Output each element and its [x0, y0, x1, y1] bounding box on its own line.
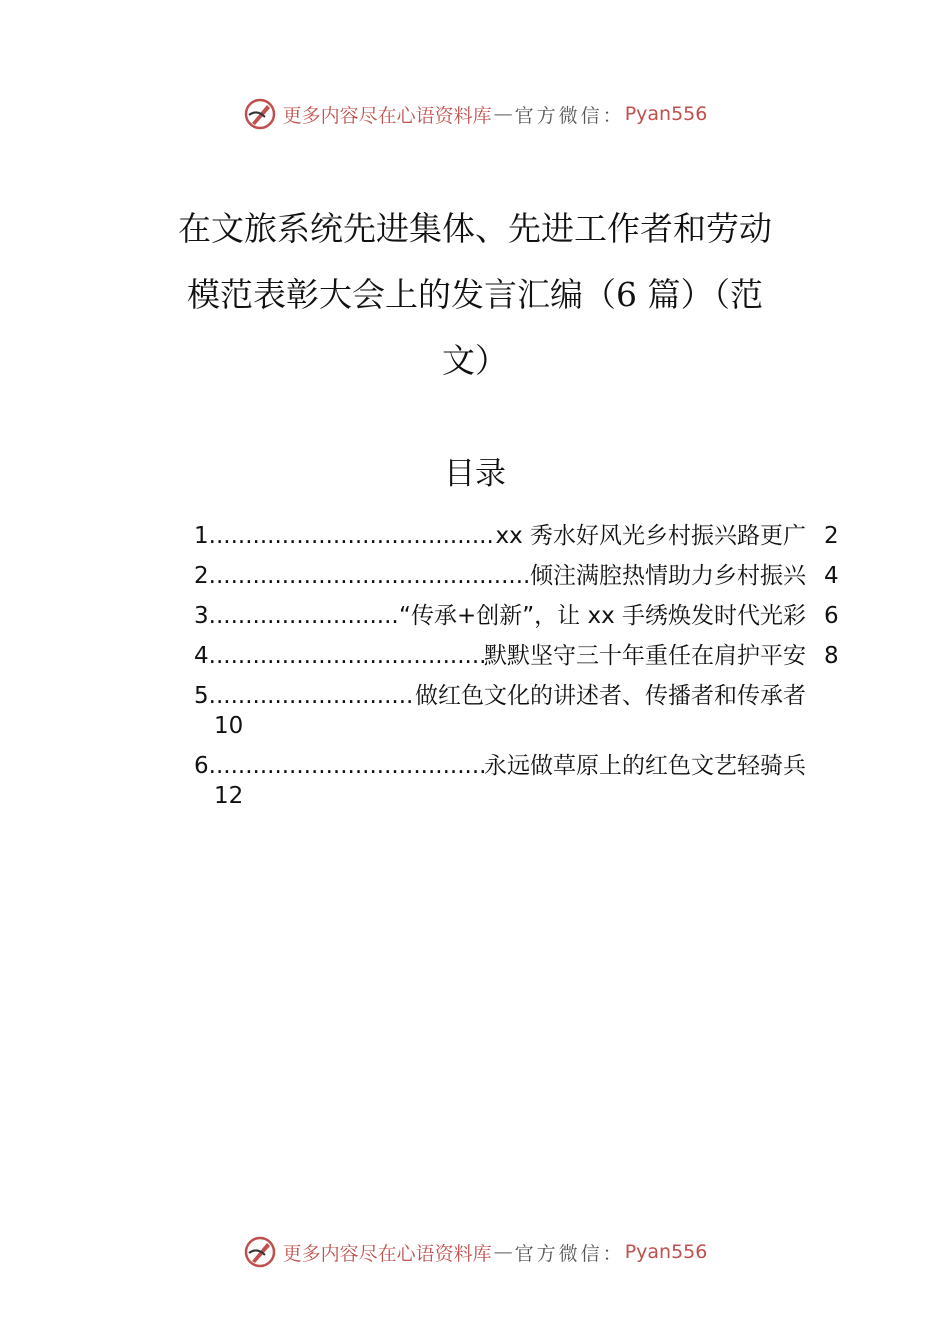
- pen-logo-icon: [243, 97, 277, 131]
- toc-entry-text: 永远做草原上的红色文艺轻骑兵: [484, 753, 806, 779]
- banner-separator: —: [493, 1241, 513, 1263]
- toc-page-number: 10: [214, 713, 244, 739]
- toc-item-5[interactable]: [194, 676, 844, 746]
- toc-entry-text: xx 秀水好风光乡村振兴路更广: [495, 523, 806, 549]
- banner-wechat-label: 官方微信：: [514, 104, 625, 127]
- toc-number: 4: [194, 643, 209, 669]
- title-line-1: 在文旅系统先进集体、先进工作者和劳动: [178, 209, 772, 248]
- toc-entry-text: 默默坚守三十年重任在肩护平安: [484, 643, 806, 669]
- toc-number: 3: [194, 603, 209, 629]
- pen-logo-icon: [243, 1235, 277, 1269]
- footer-banner: [0, 1232, 950, 1272]
- toc-number: 5: [194, 683, 209, 709]
- toc-leader-dots: [209, 516, 496, 556]
- banner-separator: —: [493, 103, 513, 125]
- toc-page-number: 2: [824, 523, 839, 549]
- toc-leader-dots: [209, 636, 484, 676]
- toc-item-2[interactable]: [194, 556, 844, 596]
- toc-number: 6: [194, 753, 209, 779]
- toc-leader-dots: [209, 746, 484, 786]
- toc-entry-text: “传承+创新”，让 xx 手绣焕发时代光彩: [399, 603, 806, 629]
- toc-item-6[interactable]: [194, 746, 844, 816]
- toc-entry-text: 做红色文化的讲述者、传播者和传承者: [415, 683, 806, 709]
- toc-page-number: 12: [214, 783, 244, 809]
- toc-leader-dots: [209, 596, 399, 636]
- header-banner: [0, 94, 950, 134]
- banner-wechat-id: Pyan556: [624, 1241, 708, 1263]
- table-of-contents: [194, 516, 844, 816]
- title-line-2: 模范表彰大会上的发言汇编（6 篇）（范: [187, 275, 763, 314]
- toc-item-1[interactable]: [194, 516, 844, 556]
- toc-number: 1: [194, 523, 209, 549]
- toc-number: 2: [194, 563, 209, 589]
- toc-item-4[interactable]: [194, 636, 844, 676]
- banner-wechat-label: 官方微信：: [514, 1242, 625, 1265]
- toc-leader-dots: [209, 556, 530, 596]
- title-line-3: 文）: [442, 341, 508, 380]
- toc-entry-text: 倾注满腔热情助力乡村振兴: [530, 563, 806, 589]
- banner-wechat-id: Pyan556: [624, 103, 708, 125]
- banner-text: 更多内容尽在心语资料库: [282, 104, 492, 127]
- toc-item-3[interactable]: [194, 596, 844, 636]
- toc-page-number: 4: [824, 563, 839, 589]
- toc-page-number: 8: [824, 643, 839, 669]
- toc-page-number: 6: [824, 603, 839, 629]
- document-title: [150, 196, 800, 394]
- banner-text: 更多内容尽在心语资料库: [282, 1242, 492, 1265]
- toc-heading: 目录: [444, 456, 506, 492]
